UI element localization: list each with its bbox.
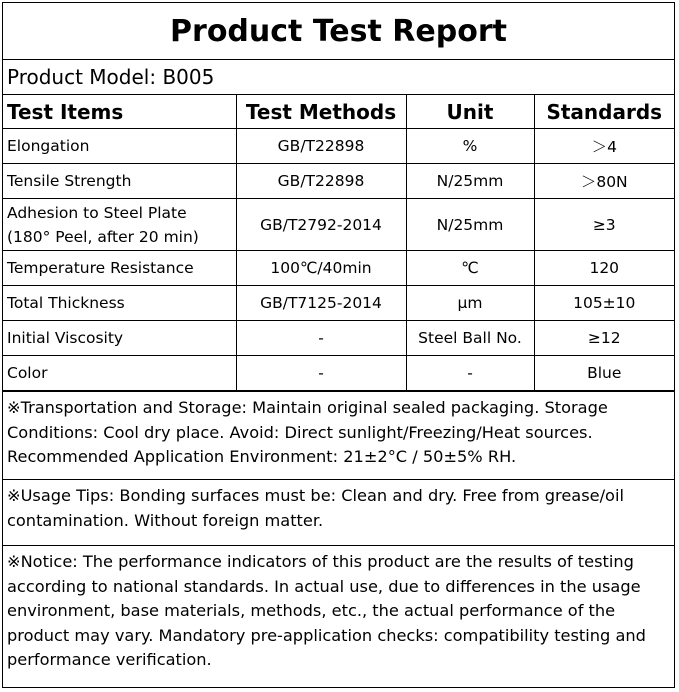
cell-standard: ≥12 bbox=[534, 321, 674, 356]
cell-item: Temperature Resistance bbox=[3, 251, 236, 286]
cell-standard: 105±10 bbox=[534, 286, 674, 321]
cell-method: 100℃/40min bbox=[236, 251, 406, 286]
cell-item: Elongation bbox=[3, 129, 236, 164]
cell-standard: ＞80N bbox=[534, 164, 674, 199]
table-row bbox=[3, 356, 674, 391]
cell-unit: Steel Ball No. bbox=[406, 321, 534, 356]
transport-storage-note: ※Transportation and Storage: Maintain original sealed packaging. Storage Conditions: Cool dry place. Avoid: Direct sunlight/Freezing/Heat sources. Recommended Application Environment: 21±2°C / 50±5% RH. bbox=[3, 391, 674, 479]
cell-unit: % bbox=[406, 129, 534, 164]
usage-tips-note: ※Usage Tips: Bonding surfaces must be: Clean and dry. Free from grease/oil contamination. Without foreign matter. bbox=[3, 479, 674, 545]
cell-unit: - bbox=[406, 356, 534, 391]
cell-method: GB/T7125-2014 bbox=[236, 286, 406, 321]
cell-unit: N/25mm bbox=[406, 164, 534, 199]
header-test-methods: Test Methods bbox=[236, 95, 406, 129]
header-standards: Standards bbox=[534, 95, 674, 129]
table-row bbox=[3, 321, 674, 356]
cell-method: GB/T2792-2014 bbox=[236, 199, 406, 251]
table-row bbox=[3, 251, 674, 286]
cell-item: Initial Viscosity bbox=[3, 321, 236, 356]
table-row bbox=[3, 164, 674, 199]
table-row bbox=[3, 199, 674, 251]
table-row bbox=[3, 286, 674, 321]
header-test-items: Test Items bbox=[3, 95, 236, 129]
cell-item-line-1: Adhesion to Steel Plate bbox=[7, 203, 187, 222]
cell-method: - bbox=[236, 356, 406, 391]
cell-unit: μm bbox=[406, 286, 534, 321]
report-title: Product Test Report bbox=[3, 3, 674, 60]
notice-note: ※Notice: The performance indicators of this product are the results of testing according to national standards. In actual use, due to differences in the usage environment, base materials, methods, etc., the actual performance of the product may vary. Mandatory pre-application checks: compatibility testing and performance verification. bbox=[3, 545, 674, 679]
cell-standard: ≥3 bbox=[534, 199, 674, 251]
cell-method: GB/T22898 bbox=[236, 164, 406, 199]
test-report bbox=[2, 2, 675, 688]
cell-standard: Blue bbox=[534, 356, 674, 391]
product-model: Product Model: B005 bbox=[3, 60, 674, 95]
cell-method: - bbox=[236, 321, 406, 356]
cell-unit: N/25mm bbox=[406, 199, 534, 251]
cell-item-line-2: (180° Peel, after 20 min) bbox=[7, 227, 199, 246]
table-row bbox=[3, 129, 674, 164]
cell-item bbox=[3, 199, 236, 251]
cell-unit: ℃ bbox=[406, 251, 534, 286]
cell-item: Total Thickness bbox=[3, 286, 236, 321]
cell-item: Tensile Strength bbox=[3, 164, 236, 199]
cell-standard: ＞4 bbox=[534, 129, 674, 164]
test-table bbox=[3, 95, 674, 391]
cell-method: GB/T22898 bbox=[236, 129, 406, 164]
cell-item: Color bbox=[3, 356, 236, 391]
header-unit: Unit bbox=[406, 95, 534, 129]
cell-standard: 120 bbox=[534, 251, 674, 286]
table-header-row bbox=[3, 95, 674, 129]
